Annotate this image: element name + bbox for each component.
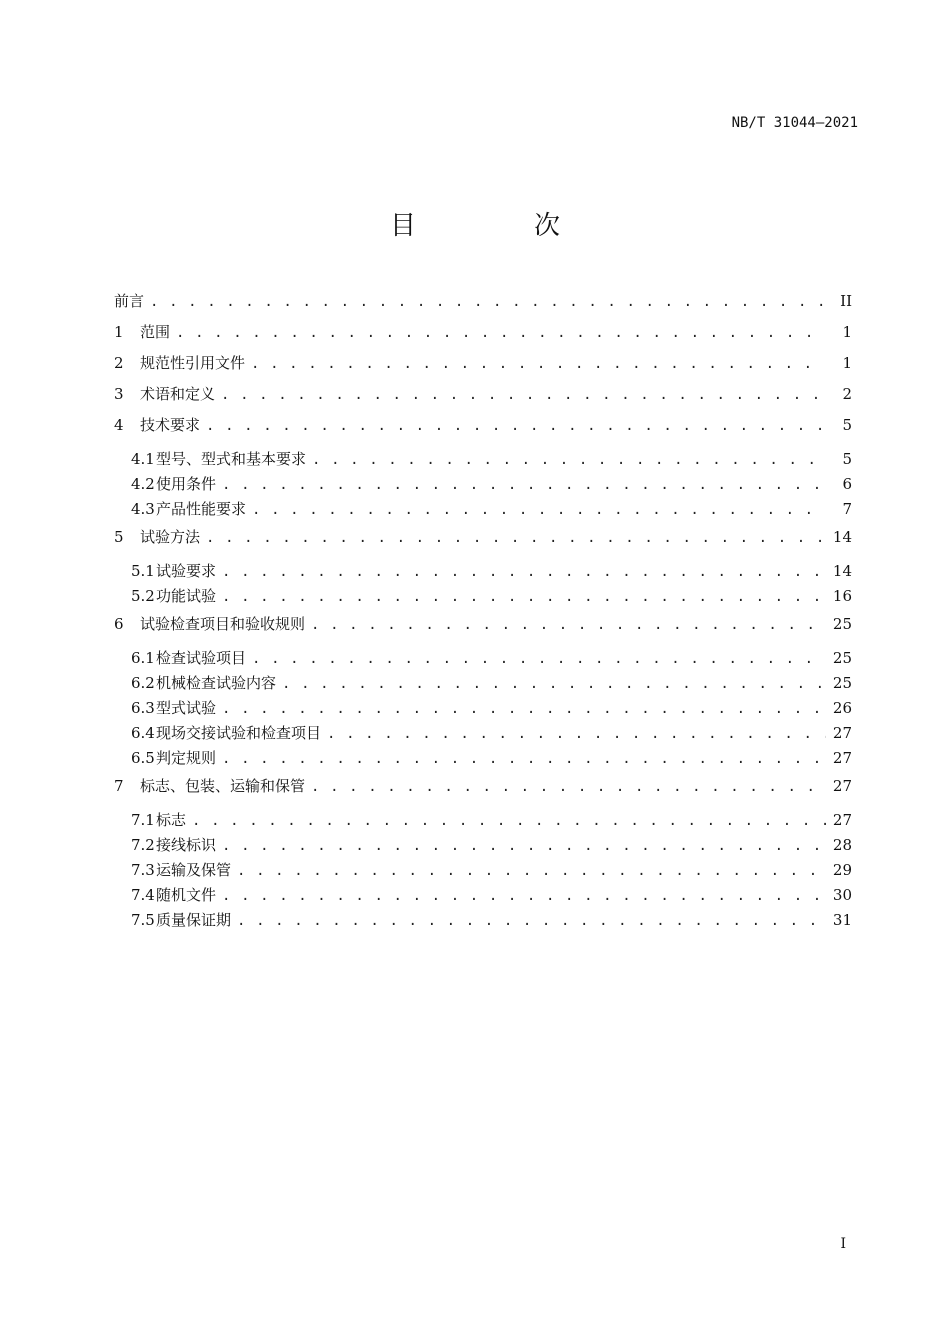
toc-entry-number-wrap [114, 497, 156, 522]
toc-entry-page: 1 [842, 323, 852, 341]
toc-entry-number-wrap [114, 696, 156, 721]
toc-number-spacer [114, 522, 140, 553]
toc-entry-number-wrap [114, 410, 140, 441]
toc-number-spacer [114, 771, 140, 802]
toc-entry-number-wrap [114, 858, 156, 883]
toc-entry-title: 现场交接试验和检查项目 [156, 724, 322, 742]
document-code: NB/T 31044—2021 [731, 115, 858, 131]
toc-entry-number-wrap [114, 721, 156, 746]
toc-entry-page: 26 [832, 699, 852, 717]
toc-entry-number: 4.1 [131, 450, 155, 468]
toc-entry[interactable] [114, 746, 852, 771]
toc-dot-leader [222, 747, 826, 772]
toc-dot-leader [312, 448, 826, 473]
toc-entry-number: 6.4 [131, 724, 155, 742]
toc-entry-number-wrap [114, 559, 156, 584]
toc-entry[interactable] [114, 833, 852, 858]
toc-entry-number-wrap [114, 379, 140, 410]
toc-entry-page: 16 [832, 587, 852, 605]
toc-dot-leader [237, 859, 826, 884]
toc-entry[interactable] [114, 348, 852, 379]
toc-entry-title: 检查试验项目 [156, 649, 247, 667]
toc-entry-number: 5.2 [131, 587, 155, 605]
toc-dot-leader [206, 411, 826, 442]
toc-number-spacer [114, 447, 156, 472]
toc-dot-leader [206, 523, 826, 554]
toc-entry-number-wrap [114, 472, 156, 497]
toc-entry-title: 接线标识 [156, 836, 217, 854]
toc-number-spacer [114, 410, 140, 441]
toc-dot-leader [222, 834, 826, 859]
toc-entry-title: 前言 [114, 292, 145, 310]
toc-entry-page: 5 [842, 450, 852, 468]
toc-dot-leader [222, 560, 826, 585]
toc-dot-leader [252, 647, 826, 672]
toc-dot-leader [192, 809, 826, 834]
toc-number-spacer [114, 646, 156, 671]
toc-entry-title: 型号、型式和基本要求 [156, 450, 307, 468]
toc-entry-page: 7 [842, 500, 852, 518]
toc-entry[interactable] [114, 410, 852, 441]
toc-entry-page: 14 [832, 562, 852, 580]
toc-entry-number-wrap [114, 522, 140, 553]
toc-number-spacer [114, 746, 156, 771]
table-of-contents [114, 286, 852, 933]
toc-entry-title: 判定规则 [156, 749, 217, 767]
toc-number-spacer [114, 609, 140, 640]
toc-entry-number-wrap [114, 883, 156, 908]
toc-entry[interactable] [114, 379, 852, 410]
toc-entry-number: 6 [114, 615, 124, 633]
toc-entry[interactable] [114, 497, 852, 522]
toc-entry[interactable] [114, 286, 852, 317]
toc-number-spacer [114, 497, 156, 522]
toc-entry-number: 7.1 [131, 811, 155, 829]
toc-entry-number-wrap [114, 609, 140, 640]
toc-dot-leader [252, 498, 826, 523]
toc-entry-number-wrap [114, 771, 140, 802]
toc-entry-number: 1 [114, 323, 124, 341]
toc-dot-leader [222, 473, 826, 498]
toc-number-spacer [114, 559, 156, 584]
toc-entry-number-wrap [114, 746, 156, 771]
toc-dot-leader [150, 287, 826, 318]
toc-entry-title: 术语和定义 [140, 385, 216, 403]
toc-entry-page: 27 [832, 749, 852, 767]
toc-number-spacer [114, 833, 156, 858]
toc-entry-page: 25 [832, 649, 852, 667]
toc-number-spacer [114, 721, 156, 746]
toc-entry-number: 4.2 [131, 475, 155, 493]
toc-number-spacer [114, 348, 140, 379]
toc-entry-page: 2 [842, 385, 852, 403]
toc-entry[interactable] [114, 696, 852, 721]
toc-entry-page: 5 [842, 416, 852, 434]
toc-entry-title: 试验检查项目和验收规则 [140, 615, 306, 633]
toc-entry-number: 7.3 [131, 861, 155, 879]
toc-entry-page: 6 [842, 475, 852, 493]
toc-dot-leader [311, 772, 826, 803]
toc-entry-title: 技术要求 [140, 416, 201, 434]
toc-number-spacer [114, 671, 156, 696]
toc-entry-title: 产品性能要求 [156, 500, 247, 518]
toc-entry[interactable] [114, 584, 852, 609]
toc-entry-number: 4 [114, 416, 124, 434]
toc-number-spacer [114, 696, 156, 721]
toc-entry-page: 29 [832, 861, 852, 879]
toc-entry-number: 5 [114, 528, 124, 546]
toc-entry-number: 7.2 [131, 836, 155, 854]
toc-dot-leader [222, 884, 826, 909]
toc-entry-page: 28 [832, 836, 852, 854]
toc-dot-leader [222, 697, 826, 722]
toc-entry-page: 31 [832, 911, 852, 929]
toc-dot-leader [237, 909, 826, 934]
toc-entry-number: 4.3 [131, 500, 155, 518]
toc-number-spacer [114, 908, 156, 933]
toc-entry-page: II [840, 292, 852, 310]
toc-entry-page: 27 [832, 777, 852, 795]
toc-entry-title: 运输及保管 [156, 861, 232, 879]
toc-entry-number-wrap [114, 447, 156, 472]
toc-entry-number-wrap [114, 348, 140, 379]
toc-entry[interactable] [114, 908, 852, 933]
toc-entry-title: 功能试验 [156, 587, 217, 605]
toc-number-spacer [114, 584, 156, 609]
toc-entry-number: 5.1 [131, 562, 155, 580]
toc-entry-page: 27 [832, 724, 852, 742]
toc-number-spacer [114, 858, 156, 883]
toc-entry[interactable] [114, 883, 852, 908]
toc-entry-title: 标志 [156, 811, 187, 829]
toc-entry[interactable] [114, 671, 852, 696]
toc-entry-page: 30 [832, 886, 852, 904]
toc-entry[interactable] [114, 317, 852, 348]
toc-entry-number: 6.5 [131, 749, 155, 767]
toc-entry[interactable] [114, 646, 852, 671]
toc-entry[interactable] [114, 721, 852, 746]
toc-entry-number-wrap [114, 833, 156, 858]
toc-entry-number: 2 [114, 354, 124, 372]
toc-entry-page: 25 [832, 674, 852, 692]
toc-entry-title: 机械检查试验内容 [156, 674, 277, 692]
toc-entry-title: 范围 [140, 323, 171, 341]
toc-entry-number: 6.3 [131, 699, 155, 717]
toc-entry-number-wrap [114, 317, 140, 348]
toc-entry[interactable] [114, 559, 852, 584]
toc-dot-leader [327, 722, 826, 747]
toc-entry-number-wrap [114, 671, 156, 696]
page-title: 目 次 [389, 211, 606, 241]
toc-entry[interactable] [114, 522, 852, 553]
toc-entry[interactable] [114, 858, 852, 883]
toc-entry-number: 7 [114, 777, 124, 795]
toc-entry-number: 3 [114, 385, 124, 403]
toc-entry[interactable] [114, 472, 852, 497]
toc-entry-title: 使用条件 [156, 475, 217, 493]
toc-number-spacer [114, 883, 156, 908]
toc-entry[interactable] [114, 609, 852, 640]
toc-entry-title: 标志、包装、运输和保管 [140, 777, 306, 795]
toc-entry[interactable] [114, 808, 852, 833]
toc-dot-leader [176, 318, 826, 349]
toc-entry[interactable] [114, 771, 852, 802]
toc-entry-number-wrap [114, 808, 156, 833]
toc-entry-page: 1 [842, 354, 852, 372]
toc-entry-number-wrap [114, 908, 156, 933]
toc-entry[interactable] [114, 447, 852, 472]
toc-entry-page: 25 [832, 615, 852, 633]
toc-dot-leader [282, 672, 826, 697]
page-number: I [840, 1236, 846, 1252]
toc-entry-page: 27 [832, 811, 852, 829]
toc-entry-title: 随机文件 [156, 886, 217, 904]
toc-entry-number: 7.4 [131, 886, 155, 904]
toc-dot-leader [251, 349, 826, 380]
toc-dot-leader [222, 585, 826, 610]
toc-entry-title: 型式试验 [156, 699, 217, 717]
toc-number-spacer [114, 808, 156, 833]
toc-entry-title: 试验要求 [156, 562, 217, 580]
toc-entry-number-wrap [114, 584, 156, 609]
toc-entry-number: 6.2 [131, 674, 155, 692]
toc-entry-number: 7.5 [131, 911, 155, 929]
toc-entry-title: 规范性引用文件 [140, 354, 246, 372]
toc-entry-title: 试验方法 [140, 528, 201, 546]
toc-entry-page: 14 [832, 528, 852, 546]
toc-entry-number-wrap [114, 646, 156, 671]
toc-number-spacer [114, 472, 156, 497]
toc-entry-title: 质量保证期 [156, 911, 232, 929]
toc-dot-leader [311, 610, 826, 641]
toc-dot-leader [221, 380, 826, 411]
toc-entry-number: 6.1 [131, 649, 155, 667]
toc-number-spacer [114, 379, 140, 410]
toc-number-spacer [114, 317, 140, 348]
